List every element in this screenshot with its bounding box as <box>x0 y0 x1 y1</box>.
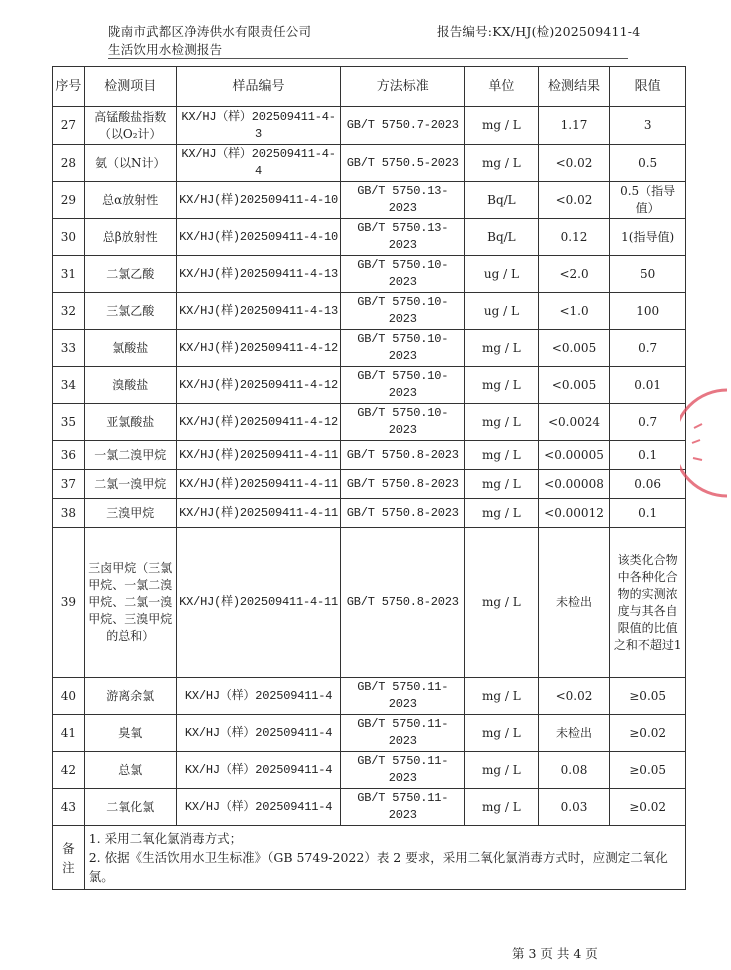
cell-no: 28 <box>53 145 85 182</box>
cell-sample: KX/HJ(样)202509411-4-10 <box>176 182 341 219</box>
cell-unit: mg / L <box>465 715 539 752</box>
table-row <box>53 678 686 715</box>
cell-limit: 1(指导值) <box>610 219 686 256</box>
table-row <box>53 499 686 528</box>
col-header-item: 检测项目 <box>84 67 176 107</box>
cell-result: <0.02 <box>538 182 610 219</box>
results-table <box>52 66 686 890</box>
cell-result: <0.005 <box>538 367 610 404</box>
header-divider <box>108 58 628 59</box>
col-header-result: 检测结果 <box>538 67 610 107</box>
cell-limit: 0.5（指导值） <box>610 182 686 219</box>
cell-unit: mg / L <box>465 404 539 441</box>
cell-sample: KX/HJ（样）202509411-4-4 <box>176 145 341 182</box>
cell-no: 38 <box>53 499 85 528</box>
cell-unit: ug / L <box>465 256 539 293</box>
cell-no: 37 <box>53 470 85 499</box>
cell-item: 一氯二溴甲烷 <box>84 441 176 470</box>
cell-sample: KX/HJ(样)202509411-4-11 <box>176 441 341 470</box>
cell-sample: KX/HJ(样)202509411-4-12 <box>176 367 341 404</box>
cell-sample: KX/HJ（样）202509411-4 <box>176 789 341 826</box>
table-row <box>53 715 686 752</box>
cell-sample: KX/HJ(样)202509411-4-13 <box>176 293 341 330</box>
notes-row <box>53 826 686 890</box>
cell-sample: KX/HJ(样)202509411-4-11 <box>176 470 341 499</box>
note-1: 1. 采用二氧化氯消毒方式； <box>88 831 243 846</box>
cell-result: 未检出 <box>538 715 610 752</box>
report-title: 生活饮用水检测报告 <box>108 42 223 57</box>
cell-method: GB/T 5750.11-2023 <box>341 678 465 715</box>
report-number: 报告编号:KX/HJ(检)202509411-4 <box>437 24 641 39</box>
cell-no: 29 <box>53 182 85 219</box>
cell-item: 二氧化氯 <box>84 789 176 826</box>
cell-limit: 0.1 <box>610 499 686 528</box>
cell-result: <0.0024 <box>538 404 610 441</box>
cell-result: 1.17 <box>538 107 610 145</box>
cell-no: 41 <box>53 715 85 752</box>
cell-unit: mg / L <box>465 499 539 528</box>
cell-no: 36 <box>53 441 85 470</box>
cell-limit: 0.06 <box>610 470 686 499</box>
table-header-row <box>53 67 686 107</box>
cell-result: 0.03 <box>538 789 610 826</box>
cell-sample: KX/HJ（样）202509411-4-3 <box>176 107 341 145</box>
cell-item: 二氯一溴甲烷 <box>84 470 176 499</box>
cell-method: GB/T 5750.10-2023 <box>341 367 465 404</box>
seal-arc <box>680 390 727 496</box>
cell-method: GB/T 5750.8-2023 <box>341 441 465 470</box>
table-row <box>53 528 686 678</box>
cell-unit: mg / L <box>465 789 539 826</box>
cell-method: GB/T 5750.13-2023 <box>341 182 465 219</box>
cell-item: 二氯乙酸 <box>84 256 176 293</box>
cell-limit: 0.7 <box>610 404 686 441</box>
cell-no: 30 <box>53 219 85 256</box>
cell-result: <1.0 <box>538 293 610 330</box>
cell-item: 氯酸盐 <box>84 330 176 367</box>
cell-sample: KX/HJ(样)202509411-4-12 <box>176 404 341 441</box>
table-row <box>53 256 686 293</box>
cell-no: 42 <box>53 752 85 789</box>
cell-method: GB/T 5750.10-2023 <box>341 256 465 293</box>
table-row <box>53 470 686 499</box>
cell-result: <0.00005 <box>538 441 610 470</box>
table-row <box>53 182 686 219</box>
cell-method: GB/T 5750.11-2023 <box>341 715 465 752</box>
cell-item: 三溴甲烷 <box>84 499 176 528</box>
cell-result: <0.02 <box>538 145 610 182</box>
cell-no: 27 <box>53 107 85 145</box>
cell-unit: mg / L <box>465 752 539 789</box>
table-row <box>53 145 686 182</box>
cell-unit: mg / L <box>465 528 539 678</box>
cell-limit: 0.5 <box>610 145 686 182</box>
cell-unit: ug / L <box>465 293 539 330</box>
col-header-limit: 限值 <box>610 67 686 107</box>
cell-method: GB/T 5750.8-2023 <box>341 470 465 499</box>
col-header-method: 方法标准 <box>341 67 465 107</box>
cell-no: 40 <box>53 678 85 715</box>
cell-no: 43 <box>53 789 85 826</box>
note-2: 2. 依据《生活饮用水卫生标准》（GB 5749-2022）表 2 要求，采用二氧化氯消毒方式时，应测定二氧化氯。 <box>88 850 668 884</box>
cell-limit: 50 <box>610 256 686 293</box>
cell-result: 0.08 <box>538 752 610 789</box>
cell-result: 0.12 <box>538 219 610 256</box>
cell-unit: mg / L <box>465 367 539 404</box>
cell-no: 33 <box>53 330 85 367</box>
cell-limit: 0.1 <box>610 441 686 470</box>
cell-limit: 0.7 <box>610 330 686 367</box>
cell-result: <0.02 <box>538 678 610 715</box>
cell-limit: ≥0.05 <box>610 752 686 789</box>
cell-sample: KX/HJ(样)202509411-4-13 <box>176 256 341 293</box>
cell-item: 三卤甲烷（三氯甲烷、一氯二溴甲烷、二氯一溴甲烷、三溴甲烷的总和） <box>84 528 176 678</box>
cell-unit: mg / L <box>465 107 539 145</box>
cell-unit: mg / L <box>465 441 539 470</box>
cell-item: 氨（以N计） <box>84 145 176 182</box>
page-number: 第 3 页 共 4 页 <box>512 946 598 961</box>
cell-limit: 0.01 <box>610 367 686 404</box>
company-seal-stamp <box>680 388 727 498</box>
cell-item: 游离余氯 <box>84 678 176 715</box>
cell-result: 未检出 <box>538 528 610 678</box>
seal-inner-mark <box>692 424 702 460</box>
cell-no: 32 <box>53 293 85 330</box>
cell-no: 39 <box>53 528 85 678</box>
cell-result: <0.005 <box>538 330 610 367</box>
cell-method: GB/T 5750.11-2023 <box>341 789 465 826</box>
company-name: 陇南市武都区净涛供水有限责任公司 <box>108 24 312 39</box>
cell-sample: KX/HJ(样)202509411-4-11 <box>176 499 341 528</box>
cell-method: GB/T 5750.13-2023 <box>341 219 465 256</box>
cell-item: 总β放射性 <box>84 219 176 256</box>
cell-limit: ≥0.02 <box>610 789 686 826</box>
table-row <box>53 752 686 789</box>
cell-method: GB/T 5750.7-2023 <box>341 107 465 145</box>
cell-item: 总氯 <box>84 752 176 789</box>
cell-result: <0.00012 <box>538 499 610 528</box>
cell-sample: KX/HJ(样)202509411-4-10 <box>176 219 341 256</box>
table-row <box>53 441 686 470</box>
cell-sample: KX/HJ（样）202509411-4 <box>176 678 341 715</box>
cell-item: 总α放射性 <box>84 182 176 219</box>
cell-limit: ≥0.05 <box>610 678 686 715</box>
cell-item: 高锰酸盐指数（以O₂计） <box>84 107 176 145</box>
table-row <box>53 789 686 826</box>
cell-sample: KX/HJ（样）202509411-4 <box>176 752 341 789</box>
cell-unit: Bq/L <box>465 182 539 219</box>
cell-no: 35 <box>53 404 85 441</box>
cell-item: 臭氧 <box>84 715 176 752</box>
cell-method: GB/T 5750.10-2023 <box>341 404 465 441</box>
col-header-unit: 单位 <box>465 67 539 107</box>
col-header-no: 序号 <box>53 67 85 107</box>
cell-method: GB/T 5750.11-2023 <box>341 752 465 789</box>
table-row <box>53 330 686 367</box>
table-row <box>53 293 686 330</box>
cell-result: <0.00008 <box>538 470 610 499</box>
cell-method: GB/T 5750.5-2023 <box>341 145 465 182</box>
cell-method: GB/T 5750.8-2023 <box>341 528 465 678</box>
cell-unit: mg / L <box>465 678 539 715</box>
cell-sample: KX/HJ（样）202509411-4 <box>176 715 341 752</box>
cell-item: 亚氯酸盐 <box>84 404 176 441</box>
cell-sample: KX/HJ(样)202509411-4-11 <box>176 528 341 678</box>
cell-result: <2.0 <box>538 256 610 293</box>
cell-item: 溴酸盐 <box>84 367 176 404</box>
cell-method: GB/T 5750.8-2023 <box>341 499 465 528</box>
cell-item: 三氯乙酸 <box>84 293 176 330</box>
table-row <box>53 367 686 404</box>
cell-limit: 3 <box>610 107 686 145</box>
cell-method: GB/T 5750.10-2023 <box>341 330 465 367</box>
notes-content <box>84 826 685 890</box>
cell-unit: mg / L <box>465 330 539 367</box>
cell-unit: Bq/L <box>465 219 539 256</box>
cell-method: GB/T 5750.10-2023 <box>341 293 465 330</box>
table-row <box>53 219 686 256</box>
table-row <box>53 404 686 441</box>
cell-limit: 该类化合物中各种化合物的实测浓度与其各自限值的比值之和不超过1 <box>610 528 686 678</box>
table-row <box>53 107 686 145</box>
cell-sample: KX/HJ(样)202509411-4-12 <box>176 330 341 367</box>
cell-unit: mg / L <box>465 470 539 499</box>
cell-unit: mg / L <box>465 145 539 182</box>
cell-limit: ≥0.02 <box>610 715 686 752</box>
cell-limit: 100 <box>610 293 686 330</box>
col-header-sample: 样品编号 <box>176 67 341 107</box>
notes-label: 备注 <box>53 826 85 890</box>
cell-no: 34 <box>53 367 85 404</box>
cell-no: 31 <box>53 256 85 293</box>
